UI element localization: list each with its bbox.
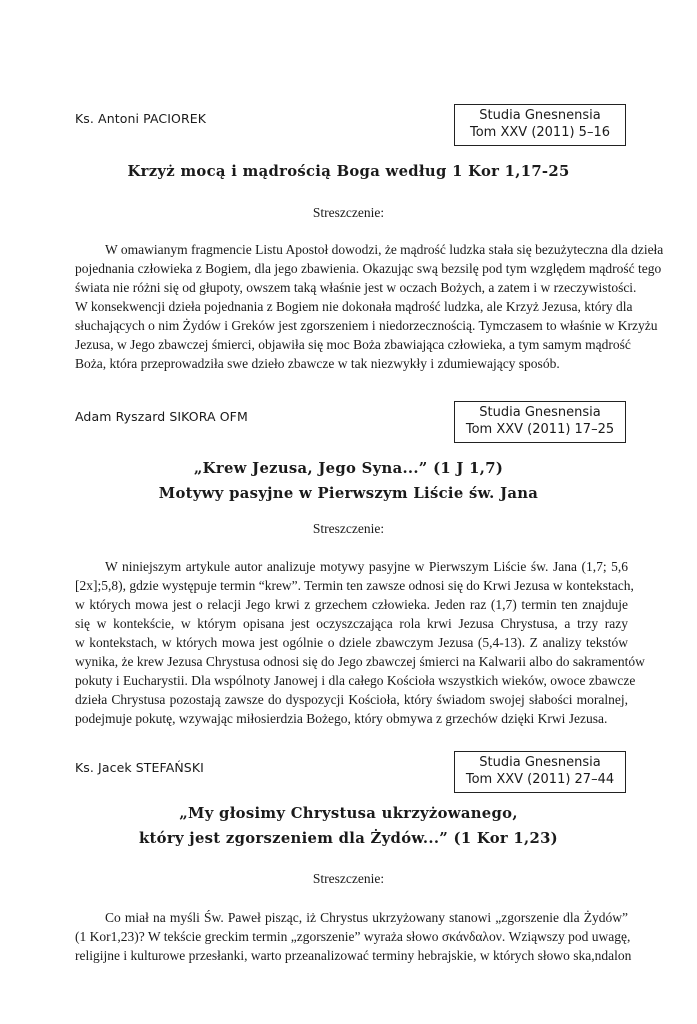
abstract-label-2: Streszczenie: (312, 521, 385, 536)
citation-box-3 (454, 751, 626, 793)
abstract-line: w kontekstach, w których mowa jest ogólnie o dziele zbawczym Jezusa (5,4-13). Z analizy tekstów (75, 635, 628, 650)
abstract-line: się w kontekście, w którym opisana jest oczyszczająca rola krwi Jezusa Chrystusa, a trzy razy (75, 616, 628, 631)
journal-name-3: Studia Gnesnensia (479, 755, 601, 770)
abstract-label-1: Streszczenie: (312, 205, 385, 220)
article-title-3-line-1: „My głosimy Chrystusa ukrzyżowanego, (179, 805, 518, 822)
article-title-1: Krzyż mocą i mądrością Boga według 1 Kor 1,17-25 (127, 163, 570, 180)
volume-pages-3: Tom XXV (2011) 27–44 (465, 772, 615, 787)
abstract-1 (75, 240, 664, 373)
author-3: Ks. Jacek STEFAŃSKI (75, 760, 204, 775)
abstract-line: W omawianym fragmencie Listu Apostoł dowodzi, że mądrość ludzka stała się bezużyteczna dla dzieła (105, 242, 664, 257)
author-1: Ks. Antoni PACIOREK (75, 111, 207, 126)
abstract-line: (1 Kor1,23)? W tekście greckim termin „zgorszenie” wyraża słowo σκάνδαλον. Wziąwszy pod uwagę, (75, 929, 631, 944)
abstract-line: w których mowa jest o relacji Jego krwi z grzechem człowieka. Jeden raz (1,7) termin ten znajduje (75, 597, 628, 612)
abstract-line: pojednania człowieka z Bogiem, dla jego zbawienia. Okazując swą bezsilę pod tym względem mądrość tego (75, 261, 662, 276)
article-title-2-line-1: „Krew Jezusa, Jego Syna...” (1 J 1,7) (193, 460, 504, 477)
abstract-2 (75, 557, 645, 728)
abstract-line: [2x];5,8), gdzie występuje termin “krew”. Termin ten zawsze odnosi się do Krwi Jezusa w kontekstach, (75, 578, 634, 593)
abstract-label-3: Streszczenie: (312, 871, 385, 886)
abstract-line: W konsekwencji dzieła pojednania z Bogiem nie dokonała mądrość ludzka, ale Krzyż Jezusa, który dla (75, 299, 633, 314)
volume-pages-1: Tom XXV (2011) 5–16 (470, 125, 610, 140)
citation-box-2 (454, 401, 626, 443)
abstract-line: religijne i kulturowe przesłanki, warto przeanalizować terminy hebrajskie, w których słowo ska,ndalon (75, 948, 632, 963)
abstract-line: Co miał na myśli Św. Paweł pisząc, iż Chrystus ukrzyżowany stanowi „zgorszenie dla Żydów” (105, 910, 628, 925)
abstract-line: Jezusa, w Jego zbawczej śmierci, objawiła się moc Boża zbawiająca człowieka, a tym samym mądrość (75, 337, 631, 352)
journal-name-2: Studia Gnesnensia (479, 405, 601, 420)
abstract-line: Boża, która przeprowadziła swe dzieło zbawcze w tak niezwykły i zdumiewający sposób. (75, 356, 560, 371)
abstract-line: W niniejszym artykule autor analizuje motywy pasyjne w Pierwszym Liście św. Jana (1,7; 5,6 (105, 559, 628, 574)
article-title-3-line-2: który jest zgorszeniem dla Żydów...” (1 Kor 1,23) (139, 830, 558, 847)
abstract-line: wynika, że krew Jezusa Chrystusa odnosi się do Jego zbawczej śmierci na Kalwarii albo do sakramentów (75, 654, 645, 669)
author-2: Adam Ryszard SIKORA OFM (75, 409, 248, 424)
abstract-3 (75, 908, 632, 965)
volume-pages-2: Tom XXV (2011) 17–25 (465, 422, 615, 437)
journal-name-1: Studia Gnesnensia (479, 108, 601, 123)
article-title-2-line-2: Motywy pasyjne w Pierwszym Liście św. Jana (158, 485, 539, 502)
abstract-line: świata nie różni się od głupoty, owszem taką właśnie jest w oczach Bożych, a zatem i w rzeczywistości. (75, 280, 637, 295)
abstract-line: podejmuje pokutę, wzywając miłosierdzia Bożego, który obmywa z grzechów dzięki Krwi Jezusa. (75, 711, 608, 726)
abstract-line: słuchających o nim Żydów i Greków jest zgorszeniem i niedorzecznością. Tymczasem to właśnie w Krzyżu (75, 318, 658, 333)
abstract-line: dzieła Chrystusa pozostają zawsze do dyspozycji Kościoła, który świadom swojej słabości moralnej, (75, 692, 628, 707)
citation-box-1 (454, 104, 626, 146)
abstract-line: pokuty i Eucharystii. Dla wspólnoty Janowej i dla całego Kościoła wszystkich wieków, owoce zbawcze (75, 673, 636, 688)
